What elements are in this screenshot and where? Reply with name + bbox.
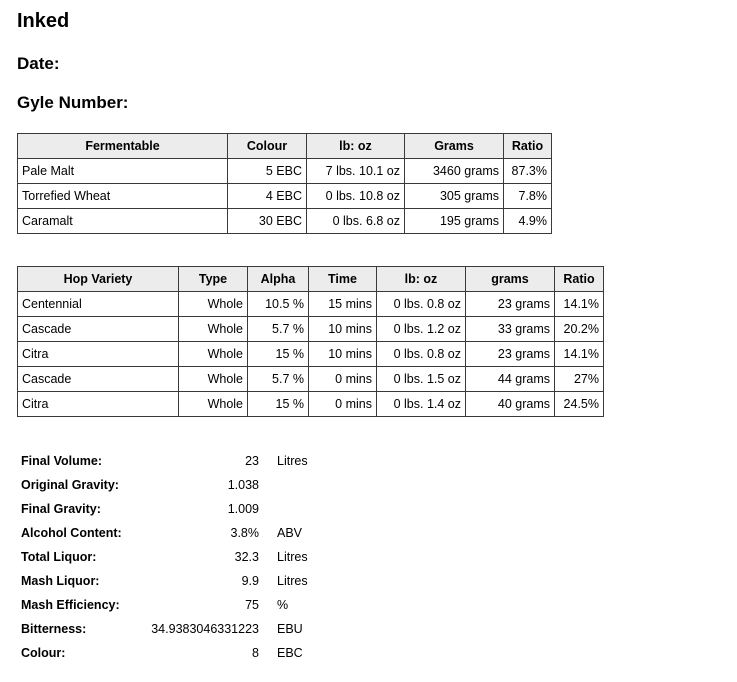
stat-row-mash-liquor (17, 569, 312, 593)
fermentable-lb-oz: 0 lbs. 10.8 oz (307, 184, 405, 209)
stat-row-bitterness (17, 617, 312, 641)
hop-alpha: 15 % (248, 342, 309, 367)
hop-lb-oz: 0 lbs. 0.8 oz (377, 342, 466, 367)
hops-table (17, 266, 604, 417)
stat-row-original-gravity (17, 473, 312, 497)
fermentable-ratio: 7.8% (504, 184, 552, 209)
fermentable-grams: 195 grams (405, 209, 504, 234)
hops-header-row (18, 267, 604, 292)
header-lb-oz: lb: oz (307, 134, 405, 159)
stat-label: Colour: (21, 646, 66, 660)
stat-unit: ABV (277, 526, 303, 540)
hop-type: Whole (179, 342, 248, 367)
hop-ratio: 24.5% (555, 392, 604, 417)
header-ratio: Ratio (555, 267, 604, 292)
stat-label: Final Gravity: (21, 502, 101, 516)
hop-alpha: 10.5 % (248, 292, 309, 317)
fermentable-grams: 305 grams (405, 184, 504, 209)
stat-unit (263, 497, 312, 521)
fermentable-ratio: 4.9% (504, 209, 552, 234)
stat-unit: Litres (277, 454, 308, 468)
hop-type: Whole (179, 392, 248, 417)
date-label: Date: (17, 54, 60, 73)
table-row (18, 292, 604, 317)
table-row (18, 159, 552, 184)
fermentable-colour: 5 EBC (228, 159, 307, 184)
header-time: Time (309, 267, 377, 292)
brew-stats (17, 449, 312, 665)
header-grams: Grams (405, 134, 504, 159)
stat-row-mash-efficiency (17, 593, 312, 617)
stat-label: Mash Efficiency: (21, 598, 120, 612)
stat-unit: Litres (277, 574, 308, 588)
hop-type: Whole (179, 317, 248, 342)
header-fermentable: Fermentable (18, 134, 228, 159)
stat-row-final-gravity (17, 497, 312, 521)
table-row (18, 209, 552, 234)
stat-label: Final Volume: (21, 454, 103, 468)
fermentable-name: Torrefied Wheat (18, 184, 228, 209)
hop-time: 0 mins (309, 367, 377, 392)
stat-row-total-liquor (17, 545, 312, 569)
table-row (18, 184, 552, 209)
hop-grams: 23 grams (466, 342, 555, 367)
stat-value: 32.3 (234, 550, 259, 564)
header-ratio: Ratio (504, 134, 552, 159)
hop-alpha: 15 % (248, 392, 309, 417)
hop-ratio: 20.2% (555, 317, 604, 342)
stat-row-alcohol-content (17, 521, 312, 545)
gyle-number-label: Gyle Number: (17, 93, 129, 112)
stat-value: 8 (252, 646, 259, 660)
hop-alpha: 5.7 % (248, 317, 309, 342)
recipe-title: Inked (17, 10, 70, 32)
stat-unit: % (277, 598, 289, 612)
fermentable-grams: 3460 grams (405, 159, 504, 184)
stat-value: 9.9 (241, 574, 259, 588)
table-row (18, 367, 604, 392)
hop-time: 10 mins (309, 342, 377, 367)
stat-value: 34.9383046331223 (151, 622, 259, 636)
hop-lb-oz: 0 lbs. 0.8 oz (377, 292, 466, 317)
header-lb-oz: lb: oz (377, 267, 466, 292)
header-grams: grams (466, 267, 555, 292)
hop-lb-oz: 0 lbs. 1.5 oz (377, 367, 466, 392)
stat-row-colour (17, 641, 312, 665)
fermentables-header-row (18, 134, 552, 159)
header-hop-variety: Hop Variety (18, 267, 179, 292)
hop-variety: Cascade (18, 317, 179, 342)
hop-grams: 23 grams (466, 292, 555, 317)
hop-type: Whole (179, 292, 248, 317)
stat-label: Bitterness: (21, 622, 87, 636)
fermentable-ratio: 87.3% (504, 159, 552, 184)
stat-label: Total Liquor: (21, 550, 97, 564)
hop-ratio: 14.1% (555, 292, 604, 317)
stat-value: 1.009 (227, 502, 259, 516)
fermentable-lb-oz: 7 lbs. 10.1 oz (307, 159, 405, 184)
hop-type: Whole (179, 367, 248, 392)
hop-variety: Centennial (18, 292, 179, 317)
stat-value: 1.038 (227, 478, 259, 492)
hop-time: 15 mins (309, 292, 377, 317)
hop-variety: Citra (18, 392, 179, 417)
table-row (18, 317, 604, 342)
header-alpha: Alpha (248, 267, 309, 292)
hop-grams: 40 grams (466, 392, 555, 417)
stat-unit: EBU (277, 622, 303, 636)
stat-unit: EBC (277, 646, 303, 660)
fermentable-colour: 4 EBC (228, 184, 307, 209)
hop-time: 0 mins (309, 392, 377, 417)
header-colour: Colour (228, 134, 307, 159)
stat-unit: Litres (277, 550, 308, 564)
fermentable-colour: 30 EBC (228, 209, 307, 234)
header-type: Type (179, 267, 248, 292)
hop-ratio: 27% (555, 367, 604, 392)
stat-value: 3.8% (230, 526, 259, 540)
stat-value: 23 (245, 454, 259, 468)
stat-label: Alcohol Content: (21, 526, 122, 540)
hop-grams: 33 grams (466, 317, 555, 342)
stat-value: 75 (245, 598, 259, 612)
stat-label: Original Gravity: (21, 478, 119, 492)
hop-lb-oz: 0 lbs. 1.2 oz (377, 317, 466, 342)
stat-unit (263, 473, 312, 497)
table-row (18, 342, 604, 367)
hop-variety: Citra (18, 342, 179, 367)
fermentable-name: Pale Malt (18, 159, 228, 184)
stat-row-final-volume (17, 449, 312, 473)
hop-alpha: 5.7 % (248, 367, 309, 392)
fermentables-table (17, 133, 552, 234)
hop-lb-oz: 0 lbs. 1.4 oz (377, 392, 466, 417)
table-row (18, 392, 604, 417)
hop-variety: Cascade (18, 367, 179, 392)
fermentable-name: Caramalt (18, 209, 228, 234)
hop-time: 10 mins (309, 317, 377, 342)
fermentable-lb-oz: 0 lbs. 6.8 oz (307, 209, 405, 234)
hop-ratio: 14.1% (555, 342, 604, 367)
stat-label: Mash Liquor: (21, 574, 100, 588)
hop-grams: 44 grams (466, 367, 555, 392)
